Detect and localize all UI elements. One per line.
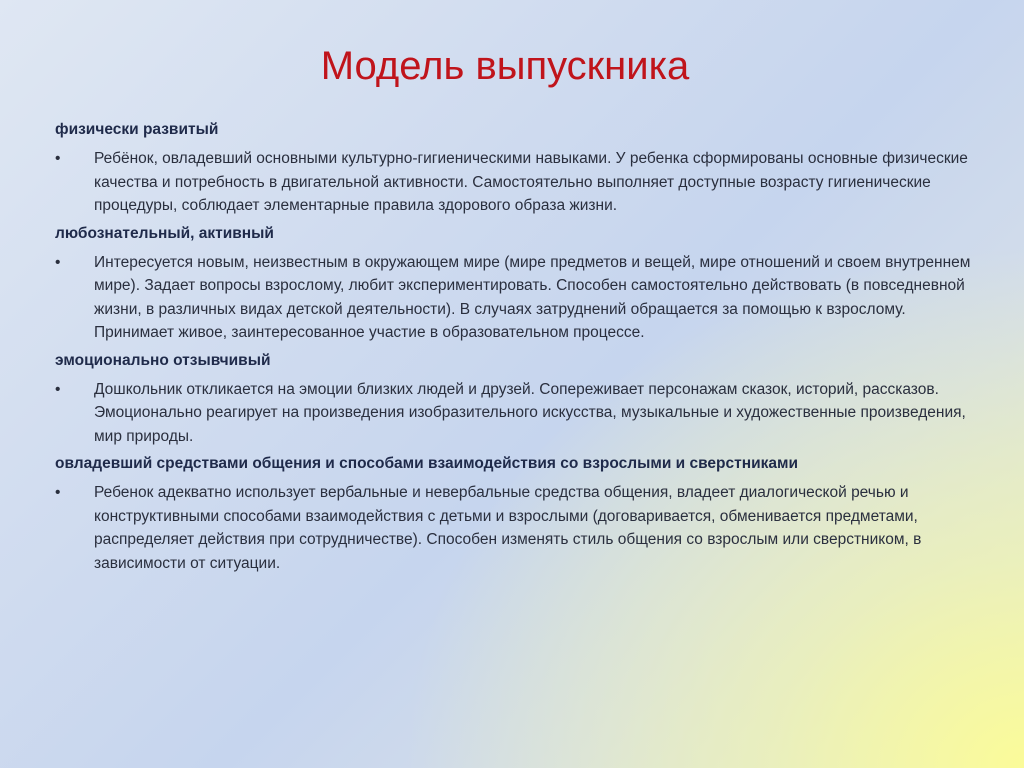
bullet-icon: • xyxy=(55,380,61,398)
bullet-item-emotional xyxy=(55,378,975,449)
section-heading-emotional: эмоционально отзывчивый xyxy=(55,351,271,369)
bullet-item-communication xyxy=(55,481,975,575)
bullet-icon: • xyxy=(55,253,61,271)
section-heading-curious: любознательный, активный xyxy=(55,224,274,242)
bullet-icon: • xyxy=(55,150,61,167)
bullet-item-curious xyxy=(55,251,975,345)
bullet-text: Ребенок адекватно использует вербальные и невербальные средства общения, владеет диалогической речью и конструктивными способами взаимодействия с детьми и взрослыми (договаривается, обменивается предметами, распределяет действия при сотрудничестве). Способен изменять стиль общения со взрослым или сверстником, в зависимости от ситуации. xyxy=(94,484,922,572)
slide-content xyxy=(55,117,975,578)
bullet-text: Интересуется новым, неизвестным в окружающем мире (мире предметов и вещей, мире отношений и своем внутреннем мире). Задает вопросы взрослому, любит экспериментировать. Способен самостоятельно действовать (в повседневной жизни, в различных видах детской деятельности). В случаях затруднений обращается за помощью к взрослому. Принимает живое, заинтересованное участие в образовательном процессе. xyxy=(94,253,971,341)
section-heading-physical: физически развитый xyxy=(55,121,219,138)
section-heading-communication: овладевший средствами общения и способами взаимодействия со взрослыми и сверстниками xyxy=(55,455,798,472)
slide-title: Модель выпускника xyxy=(320,44,690,88)
bullet-text: Ребёнок, овладевший основными культурно-гигиеническими навыками. У ребенка сформированы основные физические качества и потребность в двигательной активности. Самостоятельно выполняет доступные возрасту гигиенические процедуры, соблюдает элементарные правила здорового образа жизни. xyxy=(94,150,968,214)
bullet-item-physical xyxy=(55,147,975,218)
bullet-icon: • xyxy=(55,484,61,501)
bullet-text: Дошкольник откликается на эмоции близких людей и друзей. Сопереживает персонажам сказок, историй, рассказов. Эмоционально реагирует на произведения изобразительного искусства, музыкальные и художественные произведения, мир природы. xyxy=(94,380,966,445)
